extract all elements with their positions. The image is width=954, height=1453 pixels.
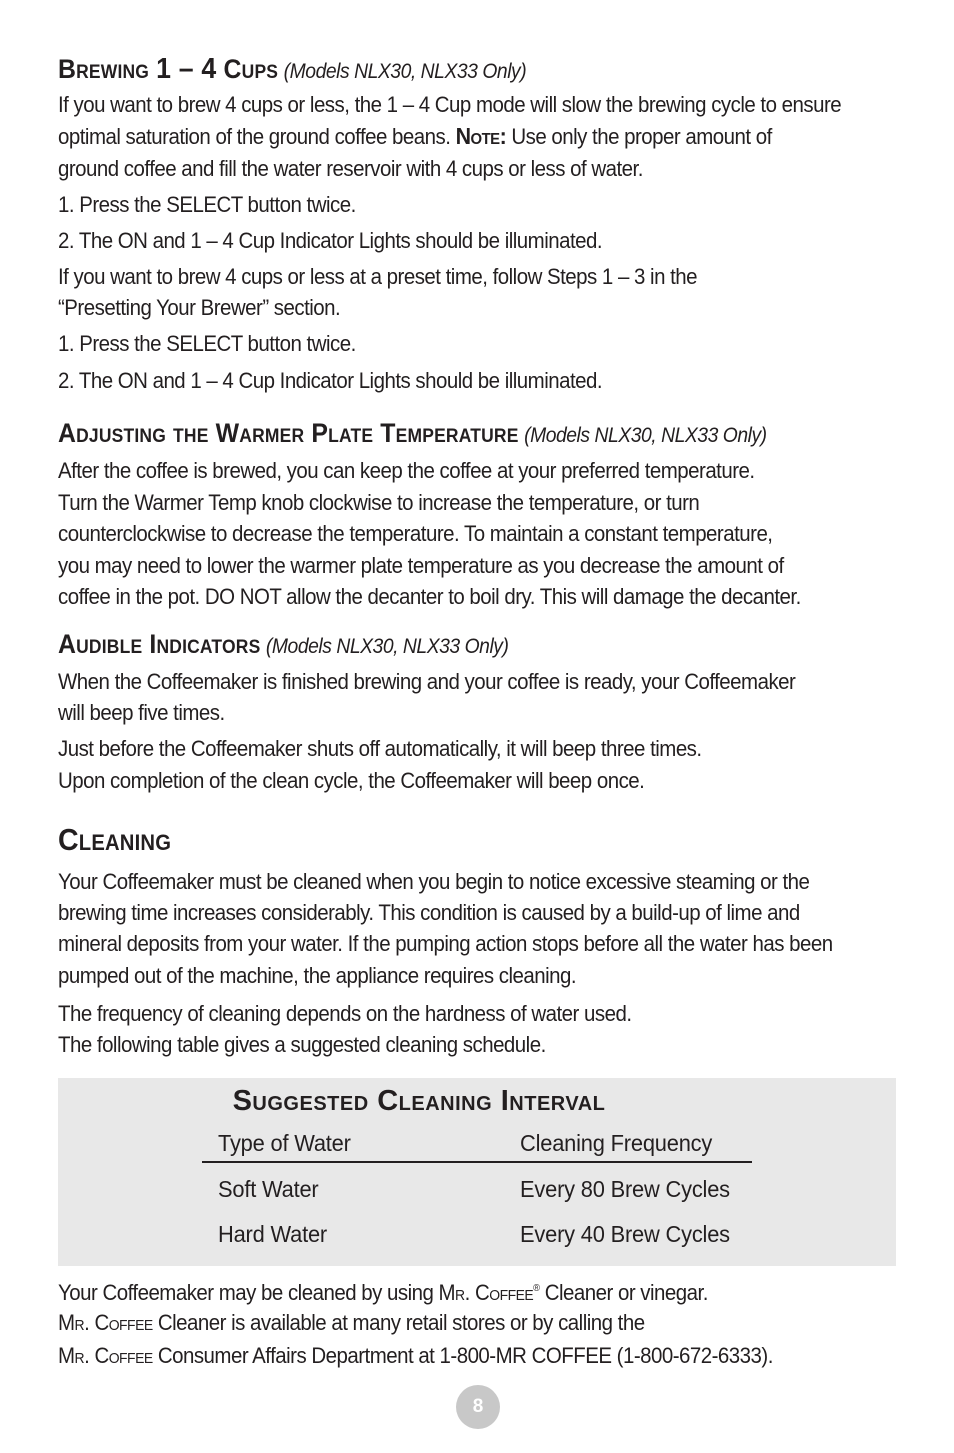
table-cell-frequency: Every 80 Brew Cycles	[520, 1176, 730, 1202]
cleaning-para-line: mineral deposits from your water. If the pumping action stops before all the water has been	[58, 931, 833, 956]
table-cell-water: Hard Water	[218, 1221, 327, 1247]
warmer-para-line: counterclockwise to decrease the temperature. To maintain a constant temperature,	[58, 521, 773, 546]
footer-text: Cleaner is available at many retail stores or by calling the	[152, 1310, 645, 1335]
cleaning-para-line: The frequency of cleaning depends on the hardness of water used.	[58, 1001, 632, 1026]
table-header-rule	[202, 1161, 752, 1163]
brewing-para-line: ground coffee and fill the water reservoir with 4 cups or less of water.	[58, 156, 643, 181]
brewing-models-note: (Models NLX30, NLX33 Only)	[283, 60, 527, 83]
brewing-para-text: Use only the proper amount of	[506, 124, 772, 149]
brewing-step: 2. The ON and 1 – 4 Cup Indicator Lights should be illuminated.	[58, 228, 603, 253]
warmer-para-line: Turn the Warmer Temp knob clockwise to increase the temperature, or turn	[58, 490, 700, 515]
warmer-title: Adjusting the Warmer Plate Temperature	[58, 418, 519, 448]
brewing-title-post: Cups	[216, 54, 279, 84]
cleaning-para-line: brewing time increases considerably. This condition is caused by a build-up of lime and	[58, 900, 800, 925]
footer-line	[58, 1340, 849, 1372]
table-title: Suggested Cleaning Interval	[232, 1085, 606, 1117]
brewing-step: 1. Press the SELECT button twice.	[58, 192, 356, 217]
brand-name: Mr. Coffee	[58, 1343, 153, 1368]
brand-name: Mr. Coffee	[58, 1310, 153, 1335]
note-label: Note:	[455, 123, 507, 149]
table-header-water: Type of Water	[218, 1130, 351, 1156]
audible-para-line: When the Coffeemaker is finished brewing and your coffee is ready, your Coffeemaker	[58, 669, 796, 694]
cleaning-para-line: The following table gives a suggested cleaning schedule.	[58, 1032, 546, 1057]
warmer-para-line: you may need to lower the warmer plate temperature as you decrease the amount of	[58, 553, 784, 578]
audible-para-line: will beep five times.	[58, 700, 225, 725]
cleaning-para-line: pumped out of the machine, the appliance requires cleaning.	[58, 963, 577, 988]
brewing-heading	[58, 52, 526, 89]
registered-mark: ®	[533, 1283, 540, 1294]
table-cell-water: Soft Water	[218, 1176, 319, 1202]
brewing-para-text: optimal saturation of the ground coffee beans.	[58, 124, 456, 149]
audible-models-note: (Models NLX30, NLX33 Only)	[265, 635, 509, 658]
audible-title: Audible Indicators	[58, 629, 261, 659]
brand-name: Mr. Coffee	[438, 1280, 534, 1305]
warmer-para-line: coffee in the pot. DO NOT allow the decanter to boil dry. This will damage the decanter.	[58, 584, 801, 609]
footer-text: Cleaner or vinegar.	[539, 1280, 708, 1305]
warmer-heading	[58, 416, 767, 453]
brewing-para-line	[58, 121, 849, 153]
footer-text: Your Coffeemaker may be cleaned by using	[58, 1280, 439, 1305]
preset-step: 2. The ON and 1 – 4 Cup Indicator Lights should be illuminated.	[58, 368, 603, 393]
cleaning-heading: Cleaning	[58, 822, 172, 857]
warmer-para-line: After the coffee is brewed, you can keep the coffee at your preferred temperature.	[58, 458, 755, 483]
cleaning-para-line: Your Coffeemaker must be cleaned when you begin to notice excessive steaming or the	[58, 869, 810, 894]
brewing-title-number: 1 – 4	[156, 53, 217, 85]
brewing-para-line: If you want to brew 4 cups or less, the 1 – 4 Cup mode will slow the brewing cycle to ensure	[58, 92, 842, 117]
brewing-title-pre: Brewing	[58, 54, 157, 84]
table-cell-frequency: Every 40 Brew Cycles	[520, 1221, 730, 1247]
warmer-models-note: (Models NLX30, NLX33 Only)	[524, 424, 767, 447]
footer-text: Consumer Affairs Department at 1-800-MR COFFEE (1-800-672-6333).	[152, 1343, 773, 1368]
preset-para-line: If you want to brew 4 cups or less at a preset time, follow Steps 1 – 3 in the	[58, 264, 698, 289]
audible-heading	[58, 627, 508, 664]
preset-step: 1. Press the SELECT button twice.	[58, 331, 356, 356]
audible-para-line: Upon completion of the clean cycle, the Coffeemaker will beep once.	[58, 768, 645, 793]
footer-line	[58, 1273, 849, 1309]
preset-para-line: “Presetting Your Brewer” section.	[58, 295, 341, 320]
audible-para-line: Just before the Coffeemaker shuts off automatically, it will beep three times.	[58, 736, 702, 761]
page-number-badge: 8	[456, 1385, 500, 1429]
footer-line	[58, 1307, 849, 1339]
table-header-frequency: Cleaning Frequency	[520, 1130, 713, 1156]
